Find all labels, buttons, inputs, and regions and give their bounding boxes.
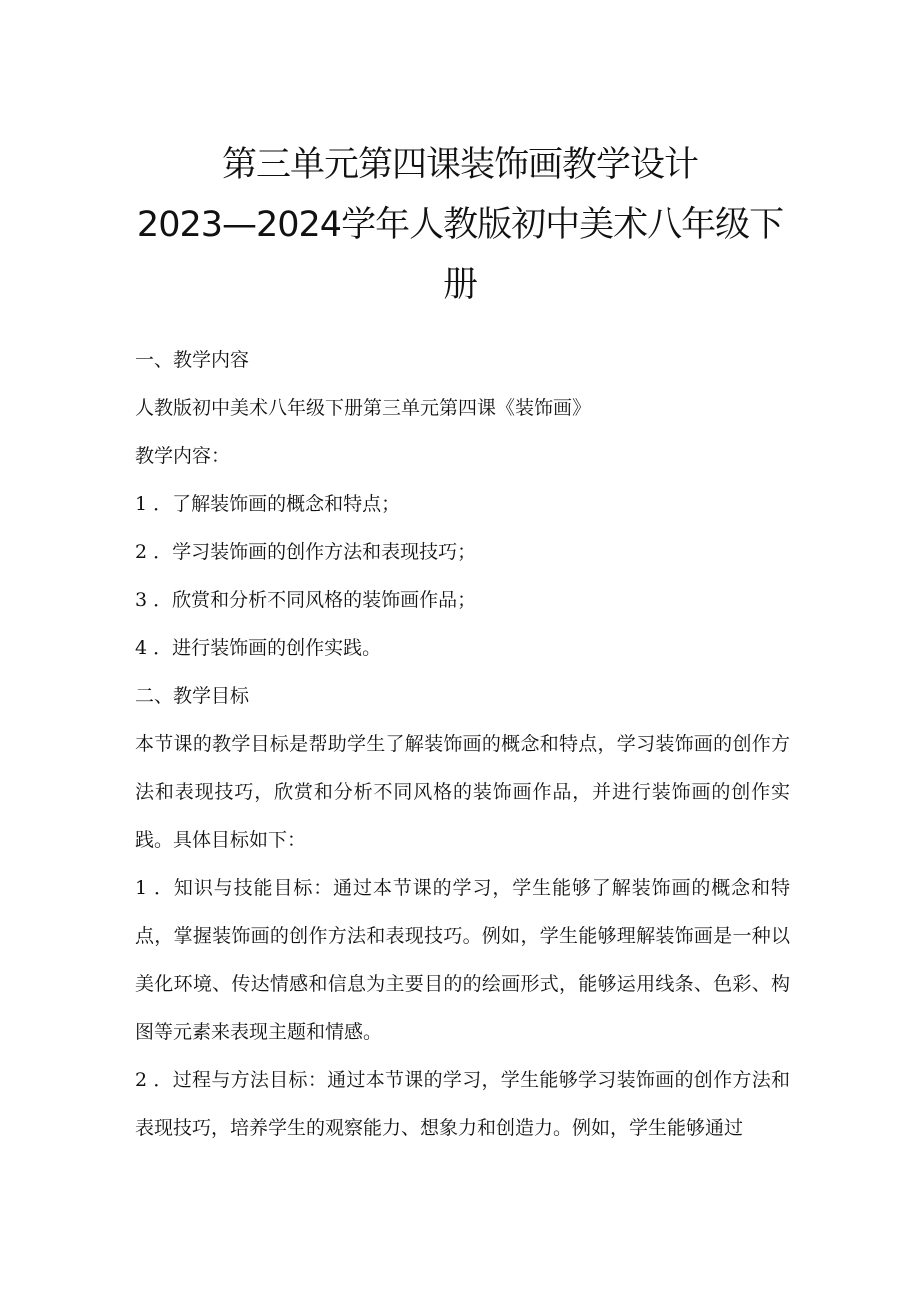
section-heading-teaching-goals: 二、教学目标 [135,685,250,707]
title-line-2: 2023—2024学年人教版初中美术八年级下 [136,205,784,245]
content-item-3: 3 ．欣赏和分析不同风格的装饰画作品； [135,589,477,611]
title-line-1: 第三单元第四课装饰画教学设计 [221,145,698,185]
goal-2-paragraph: 2 ．过程与方法目标：通过本节课的学习，学生能够学习装饰画的创作方法和表现技巧，培养学生的观察能力、想象力和创造力。例如，学生能够通过 [135,1069,790,1139]
textbook-reference: 人教版初中美术八年级下册第三单元第四课《装饰画》 [135,397,592,419]
section-heading-teaching-content: 一、教学内容 [135,349,250,371]
document-title [120,135,800,315]
content-item-1: 1 ．了解装饰画的概念和特点； [135,493,401,515]
content-item-4: 4 ．进行装饰画的创作实践。 [135,637,382,659]
document-body [135,336,790,1152]
content-label: 教学内容： [135,445,231,467]
goals-intro-paragraph: 本节课的教学目标是帮助学生了解装饰画的概念和特点，学习装饰画的创作方法和表现技巧，欣赏和分析不同风格的装饰画作品，并进行装饰画的创作实践。具体目标如下： [135,733,790,851]
content-item-2: 2 ．学习装饰画的创作方法和表现技巧； [135,541,477,563]
goal-1-paragraph: 1 ．知识与技能目标：通过本节课的学习，学生能够了解装饰画的概念和特点，掌握装饰画的创作方法和表现技巧。例如，学生能够理解装饰画是一种以美化环境、传达情感和信息为主要目的的绘画形式，能够运用线条、色彩、构图等元素来表现主题和情感。 [135,877,790,1043]
title-line-3: 册 [442,265,477,305]
